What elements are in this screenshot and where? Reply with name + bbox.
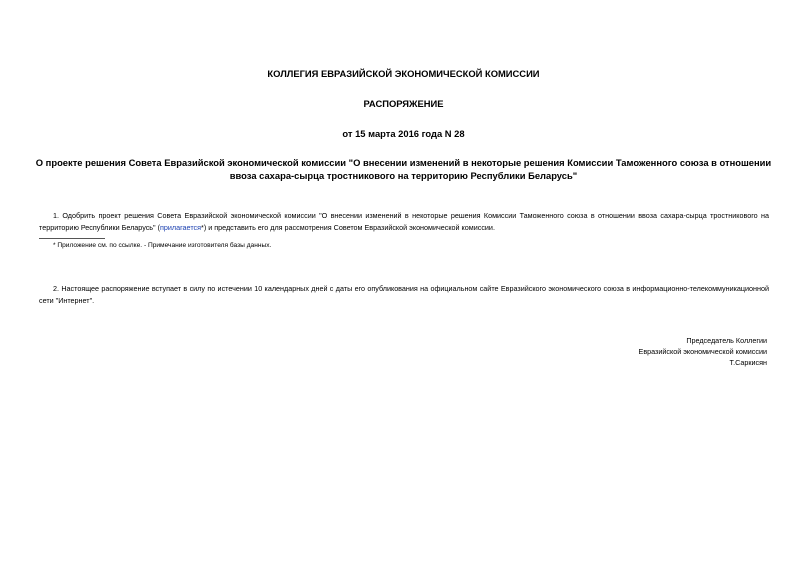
organization-heading: КОЛЛЕГИЯ ЕВРАЗИЙСКОЙ ЭКОНОМИЧЕСКОЙ КОМИССИИ <box>267 68 540 79</box>
paragraph-1-text-start: 1. Одобрить проект решения Совета Евразийской экономической комиссии "О внесении изменений в некоторые решения Комиссии Таможенного союза в отношении ввоза сахара-сырца тростникового на территорию Республики Беларусь" ( <box>39 211 769 232</box>
paragraph-1-text-end: *) и представить его для рассмотрения Советом Евразийской экономической комиссии. <box>201 222 495 232</box>
footnote-divider <box>39 238 105 239</box>
paragraph-2: 2. Настоящее распоряжение вступает в силу по истечении 10 календарных дней с даты его опубликования на официальном сайте Евразийского экономического союза в информационно-телекоммуникационной сети "Интернет". <box>39 284 769 305</box>
document-type-heading: РАСПОРЯЖЕНИЕ <box>363 98 444 109</box>
paragraph-1 <box>39 210 769 233</box>
signature-position: Председатель Коллегии <box>686 336 767 345</box>
signature-name: Т.Саркисян <box>729 358 767 367</box>
signature-organization: Евразийской экономической комиссии <box>638 347 767 356</box>
document-title: О проекте решения Совета Евразийской экономической комиссии "О внесении изменений в некоторые решения Комиссии Таможенного союза в отношении ввоза сахара-сырца тростникового на территорию Республики Беларусь" <box>35 157 772 181</box>
footnote: * Приложение см. по ссылке. - Примечание изготовителя базы данных. <box>53 242 272 249</box>
attachment-link[interactable]: прилагается <box>160 222 202 232</box>
document-date-number: от 15 марта 2016 года N 28 <box>342 128 465 139</box>
